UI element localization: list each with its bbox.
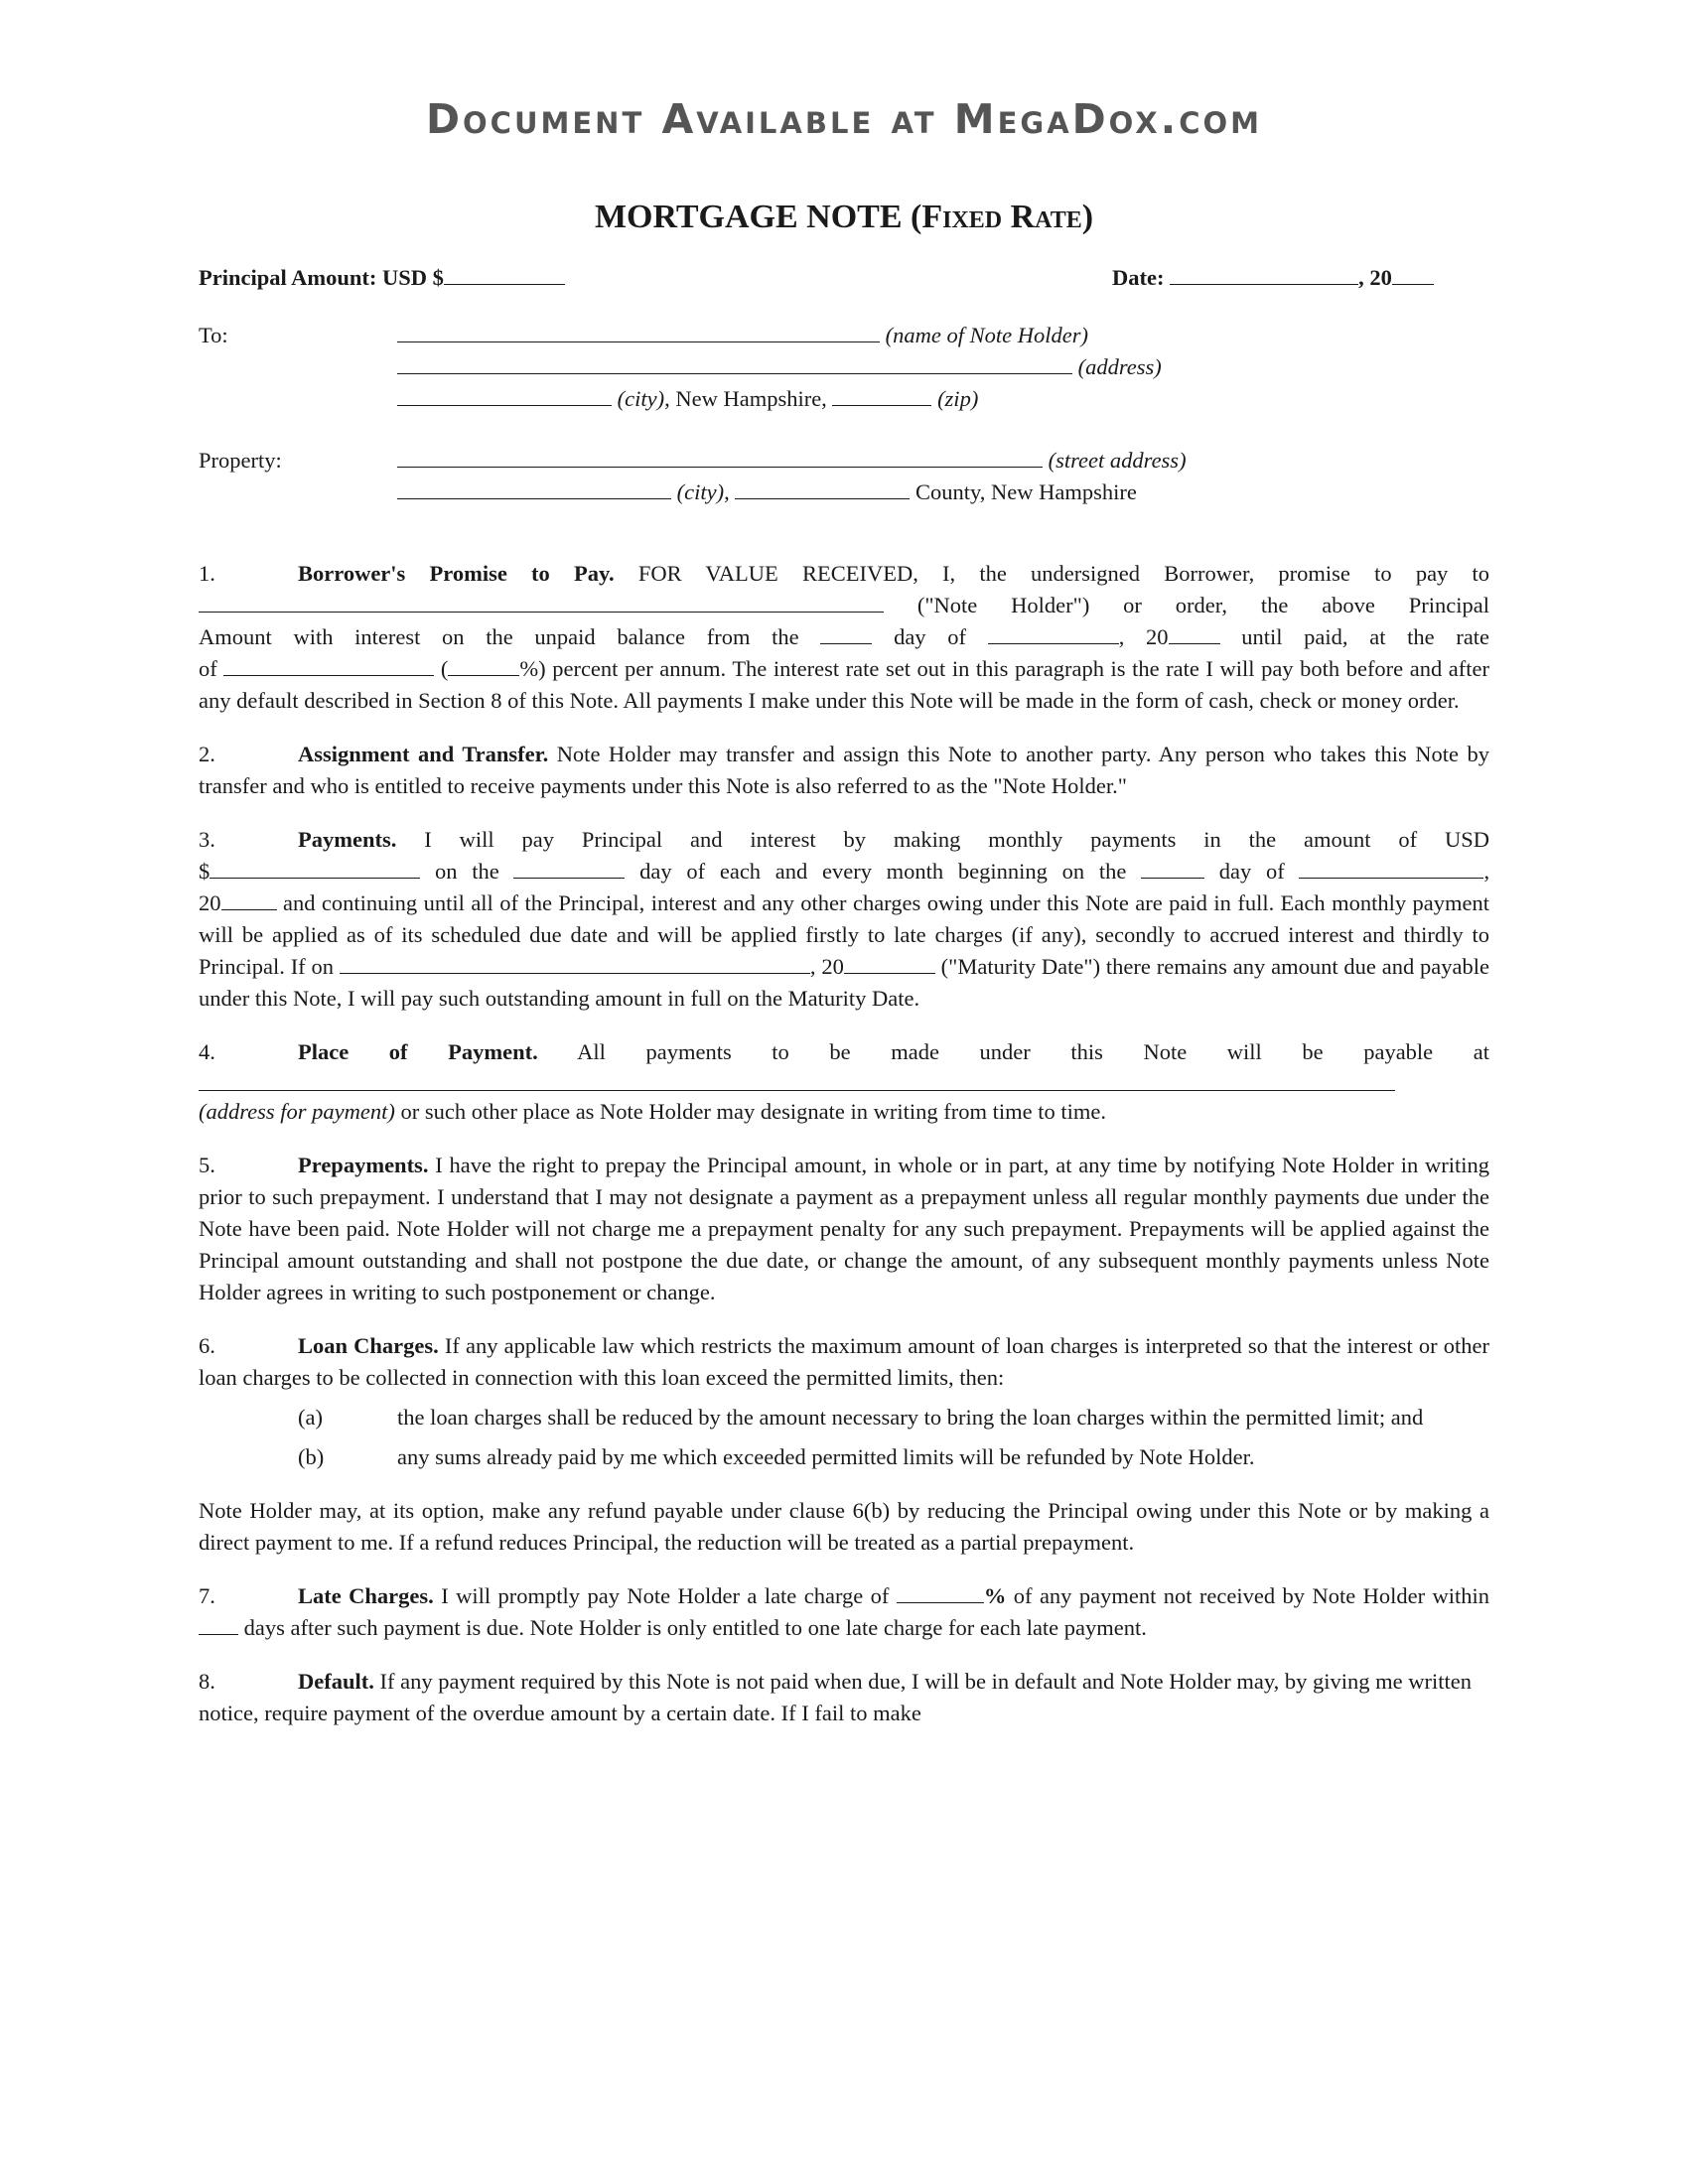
interest-start-day-blank[interactable] (820, 621, 872, 644)
to-block (199, 320, 1489, 415)
section-7: 7. Late Charges. I will promptly pay Note Holder a late charge of % of any payment not received by Note Holder within days after such payment is due. Note Holder is only entitled to one late charge for each late payment. (199, 1580, 1489, 1644)
rate-percent-blank[interactable] (448, 653, 519, 676)
monthly-amount-blank[interactable] (210, 856, 420, 879)
property-label: Property: (199, 448, 282, 473)
state-text: , New Hampshire, (664, 386, 827, 411)
interest-start-month-blank[interactable] (988, 621, 1119, 644)
title-main: MORTGAGE NOTE (594, 199, 903, 235)
city-hint: (city) (617, 386, 665, 411)
interest-start-year-blank[interactable] (1169, 621, 1220, 644)
property-block: Property: (street address) (city), County, New Hampshire (199, 445, 1489, 508)
payment-address-hint: (address for payment) (199, 1099, 395, 1124)
late-charge-percent-blank[interactable] (897, 1580, 984, 1603)
name-hint: (name of Note Holder) (885, 323, 1088, 347)
clause-6b: (b) any sums already paid by me which exceeded permitted limits will be refunded by Note Holder. (298, 1444, 1255, 1469)
county-text: County, New Hampshire (914, 479, 1137, 504)
payee-blank[interactable] (199, 590, 884, 613)
property-city-hint: (city) (676, 479, 725, 504)
section-8: 8. Default. If any payment required by this Note is not paid when due, I will be in default and Note Holder may, by giving me written notice, require payment of the overdue amount by a certain date. If I fail to make (199, 1669, 1473, 1725)
date-blank[interactable] (1170, 262, 1358, 285)
note-holder-name-blank[interactable] (397, 320, 880, 342)
clause-6a: (a) the loan charges shall be reduced by the amount necessary to bring the loan charges within the permitted limit; and (298, 1405, 1424, 1430)
section-6-heading: Loan Charges. (298, 1333, 439, 1358)
section-2: 2. Assignment and Transfer. Note Holder may transfer and assign this Note to another party. Any person who takes this Note by transfer and who is entitled to receive payments under this Note is also referred to as the "Note Holder." (199, 742, 1489, 798)
section-3: 3. Payments. I will pay Principal and interest by making monthly payments in the amount of USD $ on the day of each and every month beginning on the day of , 20 and continuing until all of the Principal, interest and any other charges owing under this Note are paid in full. Each monthly payment will be applied as of its scheduled due date and will be applied firstly to late charges (if any), secondly to accrued interest and thirdly to Principal. If on , 20 ("Maturity Date") there remains any amount due and payable under this Note, I will pay such outstanding amount in full on the Maturity Date. (199, 827, 1490, 1011)
maturity-date-blank[interactable] (340, 951, 810, 974)
zip-blank[interactable] (832, 383, 931, 406)
to-label: To: (199, 323, 228, 347)
year-blank[interactable] (1392, 262, 1434, 285)
county-blank[interactable] (735, 477, 910, 499)
property-city-blank[interactable] (397, 477, 671, 499)
city-blank[interactable] (397, 383, 612, 406)
first-payment-year-blank[interactable] (221, 887, 277, 910)
watermark-banner: Document Available at MegaDox.com (425, 95, 1263, 143)
late-days-blank[interactable] (199, 1612, 238, 1635)
section-6: 6. Loan Charges. If any applicable law which restricts the maximum amount of loan charges is interpreted so that the interest or other loan charges to be collected in connection with this loan exceed the permitted limits, then: (a) the loan charges shall be reduced by the amount necessary to bring the loan charges within the permitted limit; and (b) any sums already paid by me which exceeded permitted limits will be refunded by Note Holder. Note Holder may, at its option, make any refund payable under clause 6(b) by reducing the Principal owing under this Note or by making a direct payment to me. If a refund reduces Principal, the reduction will be treated as a partial prepayment. (199, 1330, 1489, 1559)
section-8-heading: Default. (298, 1669, 374, 1694)
note-holder-address-blank[interactable] (397, 351, 1072, 374)
street-address-blank[interactable] (397, 445, 1043, 468)
zip-hint: (zip) (937, 386, 979, 411)
date-field: Date: , 20 (1112, 262, 1434, 294)
section-7-heading: Late Charges. (298, 1583, 434, 1608)
section-1: 1. Borrower's Promise to Pay. FOR VALUE RECEIVED, I, the undersigned Borrower, promise to pay to ("Note Holder") or order, the above Principal Amount with interest on the unpaid balance from the day of , 20 until paid, at the rate of ( %) percent per annum. The interest rate set out in this paragraph is the rate I will pay both before and after any default described in Section 8 of this Note. All payments I make under this Note will be made in the form of cash, check or money order. (199, 561, 1490, 713)
first-payment-month-blank[interactable] (1299, 856, 1483, 879)
rate-words-blank[interactable] (223, 653, 434, 676)
section-5: 5. Prepayments. I have the right to prepay the Principal amount, in whole or in part, at any time by notifying Note Holder in writing prior to such prepayment. I understand that I may not designate a payment as a prepayment unless all regular monthly payments due under the Note have been paid. Note Holder will not charge me a prepayment penalty for any such prepayment. Prepayments will be applied against the Principal amount outstanding and shall not postpone the due date, or change the amount, of any subsequent monthly payments unless Note Holder agrees in writing to such postponement or change. (199, 1153, 1489, 1304)
principal-blank[interactable] (444, 262, 565, 285)
document-title: MORTGAGE NOTE (Fixed Rate) (594, 199, 1094, 235)
section-4-heading: Place of Payment. (298, 1039, 538, 1064)
title-paren: Fixed Rate (921, 199, 1082, 235)
section-4: 4. Place of Payment. All payments to be made under this Note will be payable at (address for payment) or such other place as Note Holder may designate in writing from time to time. (199, 1039, 1490, 1124)
section-6-after: Note Holder may, at its option, make any refund payable under clause 6(b) by reducing the Principal owing under this Note or by making a direct payment to me. If a refund reduces Principal, the reduction will be treated as a partial prepayment. (199, 1498, 1489, 1555)
header-row (199, 262, 1489, 302)
payment-address-blank[interactable] (199, 1068, 1395, 1091)
first-payment-day-blank[interactable] (1141, 856, 1204, 879)
payment-day-blank[interactable] (513, 856, 625, 879)
principal-amount: Principal Amount: USD $ (199, 262, 565, 294)
section-2-heading: Assignment and Transfer. (298, 742, 549, 766)
maturity-year-blank[interactable] (844, 951, 935, 974)
section-1-heading: Borrower's Promise to Pay. (298, 561, 615, 586)
document-body (199, 262, 1489, 1729)
section-3-heading: Payments. (298, 827, 397, 852)
address-hint: (address) (1077, 354, 1162, 379)
section-5-heading: Prepayments. (298, 1153, 429, 1177)
street-hint: (street address) (1048, 448, 1187, 473)
